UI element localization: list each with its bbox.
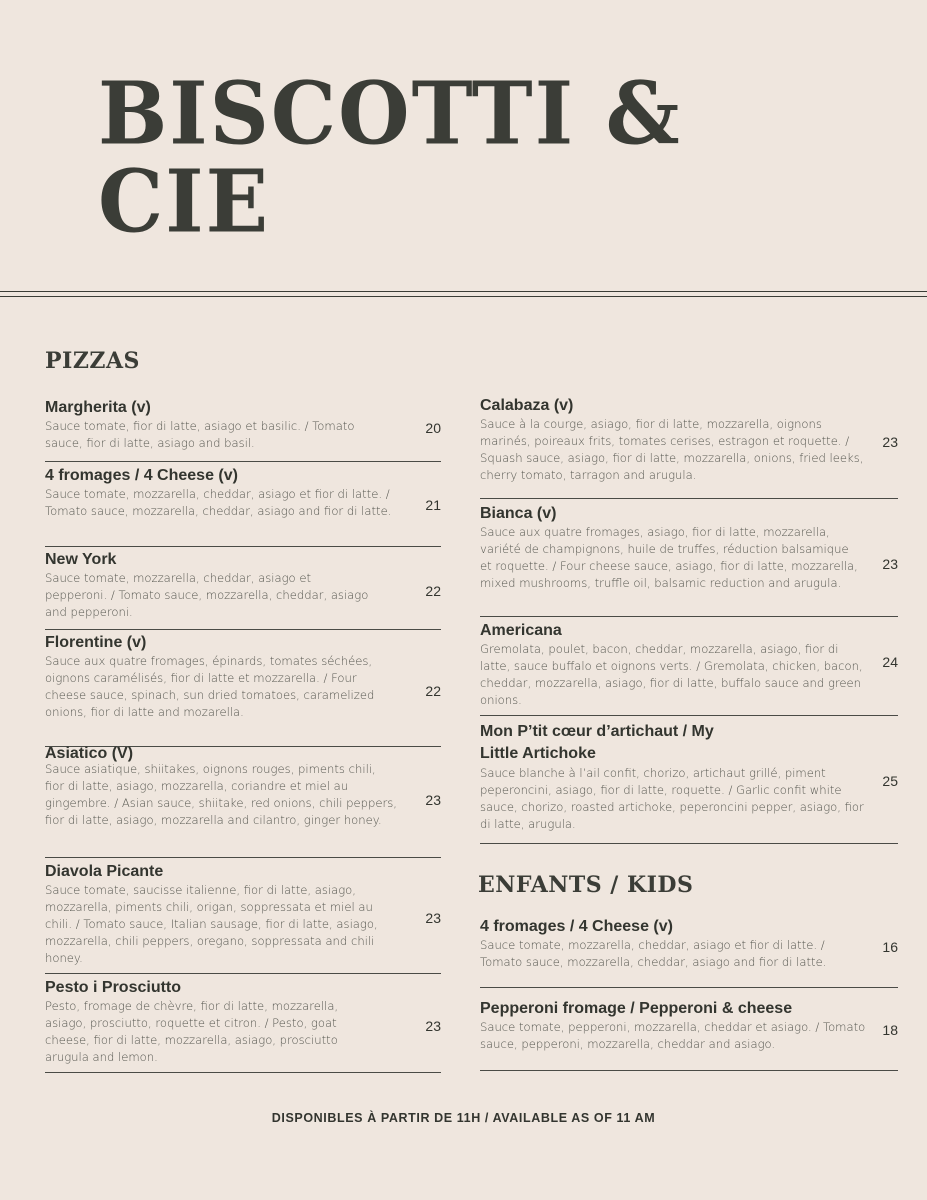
- item-name: Calabaza (v): [480, 397, 574, 414]
- item-name: Diavola Picante: [45, 863, 164, 880]
- menu-item: [45, 630, 441, 747]
- pizza-list-left: [45, 398, 441, 1073]
- item-description: Sauce à la courge, asiago, fior di latte, mozzarella, oignons marinés, poireaux frits, tomates cerises, estragon et roquette. / Squash sauce, asiago, fior di latte, mozzarella, onions, fried leeks, cherry tomato, tarragon and arugula.: [480, 417, 864, 482]
- item-price: 23: [425, 1018, 441, 1034]
- menu-item: [45, 547, 441, 630]
- header-divider-bottom: [0, 296, 927, 297]
- item-name: Pepperoni fromage / Pepperoni & cheese: [480, 1000, 793, 1017]
- item-description: Sauce tomate, pepperoni, mozzarella, cheddar et asiago. / Tomato sauce, pepperoni, mozzarella, cheddar and asiago.: [480, 1020, 866, 1051]
- menu-item: [45, 747, 441, 858]
- item-name: Pesto i Prosciutto: [45, 979, 182, 996]
- item-name: Florentine (v): [45, 634, 147, 651]
- item-price: 18: [882, 1022, 898, 1038]
- item-name: Americana: [480, 622, 562, 639]
- item-description: Sauce blanche à l’ail confit, chorizo, artichaut grillé, piment peperoncini, asiago, fior di latte, roquette. / Garlic confit white sauce, chorizo, roasted artichoke, peperoncini pepper, asiago, fior di latte, arugula.: [480, 766, 864, 831]
- item-name: 4 fromages / 4 Cheese (v): [480, 918, 673, 935]
- item-price: 23: [882, 556, 898, 572]
- menu-item: [45, 462, 441, 547]
- item-price: 23: [425, 792, 441, 808]
- item-name: Bianca (v): [480, 505, 557, 522]
- menu-item: [45, 858, 441, 974]
- menu-item: [480, 499, 898, 617]
- item-price: 20: [425, 420, 441, 436]
- item-description: Sauce aux quatre fromages, asiago, fior di latte, mozzarella, variété de champignons, huile de truffes, réduction balsamique et roquette. / Four cheese sauce, asiago, fior di latte, mozzarella, mixed mushrooms, truffle oil, balsamic reduction and arugula.: [480, 525, 858, 590]
- item-description: Sauce aux quatre fromages, épinards, tomates séchées, oignons caramélisés, fior di latte et mozzarella. / Four cheese sauce, spinach, sun dried tomatoes, caramelized onions, fior di latte and mozarella.: [45, 654, 375, 719]
- item-price: 16: [882, 939, 898, 955]
- item-description: Pesto, fromage de chèvre, fior di latte, mozzarella, asiago, prosciutto, roquette et citron. / Pesto, goat cheese, fior di latte, mozzarella, asiago, prosciutto arugula and lemon.: [45, 999, 339, 1064]
- menu-item: [480, 617, 898, 716]
- item-name: New York: [45, 551, 117, 568]
- item-name: Margherita (v): [45, 399, 151, 416]
- section-title-kids: ENFANTS / KIDS: [478, 872, 694, 898]
- menu-item: [480, 716, 898, 844]
- menu-item: [45, 974, 441, 1073]
- menu-item: [45, 398, 441, 462]
- item-description: Sauce tomate, mozzarella, cheddar, asiago et fior di latte. / Tomato sauce, mozzarella, cheddar, asiago and fior di latte.: [480, 938, 827, 969]
- item-price: 22: [425, 683, 441, 699]
- menu-item: [480, 396, 898, 499]
- section-title-pizzas: PIZZAS: [45, 348, 140, 374]
- restaurant-name: BISCOTTI & CIE: [98, 63, 682, 253]
- item-price: 25: [882, 773, 898, 789]
- item-price: 24: [882, 654, 898, 670]
- item-description: Sauce tomate, mozzarella, cheddar, asiago et fior di latte. / Tomato sauce, mozzarella, cheddar, asiago and fior di latte.: [45, 487, 392, 518]
- item-price: 23: [882, 434, 898, 450]
- availability-note: DISPONIBLES À PARTIR DE 11H / AVAILABLE AS OF 11 AM: [271, 1111, 656, 1125]
- item-price: 21: [425, 497, 441, 513]
- header-divider-top: [0, 291, 927, 292]
- item-description: Gremolata, poulet, bacon, cheddar, mozzarella, asiago, fior di latte, sauce buffalo et oignons verts. / Gremolata, chicken, bacon, cheddar, mozzarella, asiago, fior di latte, buffalo sauce and green onions.: [480, 642, 863, 707]
- item-price: 23: [425, 910, 441, 926]
- item-description: Sauce asiatique, shiitakes, oignons rouges, piments chili, fior di latte, asiago, mozzarella, coriandre et miel au gingembre. / Asian sauce, shiitake, red onions, chili peppers, fior di latte, asiago, mozzarella and cilantro, ginger honey.: [45, 762, 397, 827]
- item-name: 4 fromages / 4 Cheese (v): [45, 467, 238, 484]
- item-description: Sauce tomate, mozzarella, cheddar, asiago et pepperoni. / Tomato sauce, mozzarella, cheddar, asiago and pepperoni.: [45, 571, 369, 619]
- item-name: Mon P’tit cœur d’artichaut / My Little Artichoke: [480, 723, 714, 762]
- item-description: Sauce tomate, fior di latte, asiago et basilic. / Tomato sauce, fior di latte, asiago and basil.: [45, 419, 355, 450]
- item-price: 22: [425, 583, 441, 599]
- item-name: Asiatico (V): [45, 745, 134, 762]
- item-description: Sauce tomate, saucisse italienne, fior di latte, asiago, mozzarella, piments chili, origan, soppressata et miel au chili. / Tomato sauce, Italian sausage, fior di latte, asiago, mozzarella, chili peppers, oregano, soppressata and chili honey.: [45, 883, 378, 965]
- pizza-list-right: [480, 396, 898, 844]
- menu-item: [480, 988, 898, 1071]
- menu-item: [480, 917, 898, 988]
- kids-list: [480, 917, 898, 1071]
